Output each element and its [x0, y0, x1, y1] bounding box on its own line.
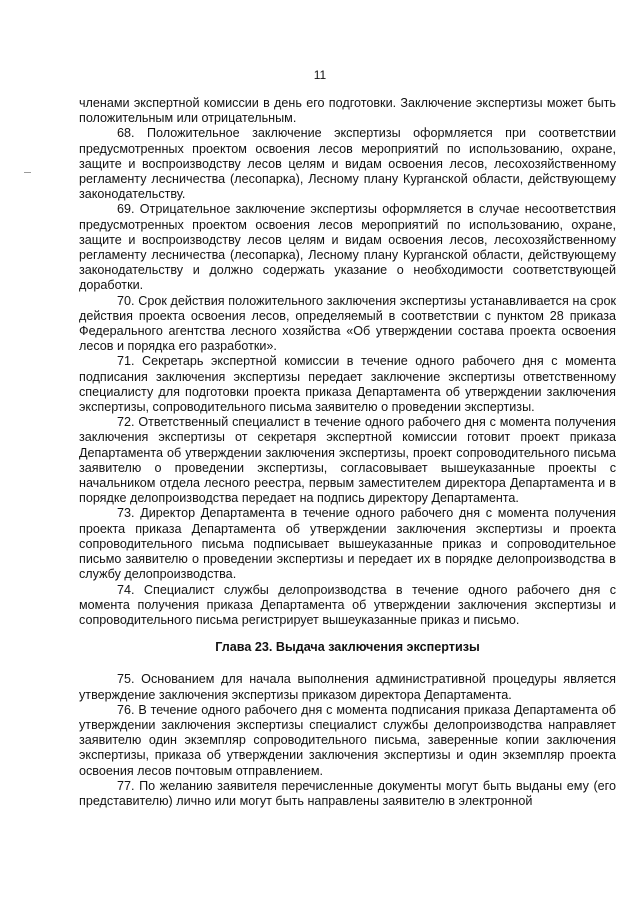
chapter-heading: Глава 23. Выдача заключения экспертизы — [215, 640, 480, 655]
paragraph-68: 68. Положительное заключение экспертизы оформляется при соответствии предусмотренных проектом освоения лесов мероприятий по использованию, охране, защите и воспроизводству лесов целям и видам освоения лесов, лесохозяйственному регламенту лесничества (лесопарка), Лесному плану Курганской области, действующему законодательству. — [79, 126, 616, 202]
paragraphs-after-heading — [79, 672, 616, 809]
paragraph-74: 74. Специалист службы делопроизводства в течение одного рабочего дня с момента получения приказа Департамента об утверждении заключения экспертизы и сопроводительного письма регистрирует вышеуказанные приказ и письмо. — [79, 582, 616, 627]
paragraph-71: 71. Секретарь экспертной комиссии в течение одного рабочего дня с момента подписания заключения экспертизы передает заключение экспертизы ответственному специалисту для подготовки проекта приказа Департамента об утверждении заключения экспертизы, сопроводительного письма заявителю о проведении экспертизы. — [79, 354, 616, 415]
paragraph-76: 76. В течение одного рабочего дня с момента подписания приказа Департамента об утверждении заключения экспертизы специалист службы делопроизводства направляет заявителю один экземпляр сопроводительного письма, заверенные копии заключения экспертизы, приказа об утверждении заключения экспертизы и один экземпляр проекта освоения лесов почтовым отправлением. — [79, 702, 616, 778]
paragraph-77: 77. По желанию заявителя перечисленные документы могут быть выданы ему (его представителю) лично или могут быть направлены заявителю в электронной — [79, 778, 616, 808]
paragraphs-before-heading — [79, 96, 616, 628]
paragraph-70: 70. Срок действия положительного заключения экспертизы устанавливается на срок действия проекта освоения лесов, определяемый в соответствии с пунктом 28 приказа Федерального агентства лесного хозяйства «Об утверждении состава проекта освоения лесов и порядка его разработки». — [79, 293, 616, 354]
paragraph-72: 72. Ответственный специалист в течение одного рабочего дня с момента получения заключения экспертизы от секретаря экспертной комиссии готовит проект приказа Департамента об утверждении заключения экспертизы, проект сопроводительного письма заявителю о проведении экспертизы, согласовывает вышеуказанные проекты с начальником отдела лесного реестра, первым заместителем директора Департамента и в порядке делопроизводства передает на подпись директору Департамента. — [79, 415, 616, 506]
document-body — [79, 96, 616, 809]
paragraph-75: 75. Основанием для начала выполнения административной процедуры является утверждение заключения экспертизы приказом директора Департамента. — [79, 672, 616, 702]
paragraph-69: 69. Отрицательное заключение экспертизы оформляется в случае несоответствия предусмотренных проектом освоения лесов мероприятий по использованию, охране, защите и воспроизводству лесов целям и видам освоения лесов, лесохозяйственному регламенту лесничества (лесопарка), Лесному плану Курганской области, действующему законодательству и должно содержать указание о необходимости соответствующей доработки. — [79, 202, 616, 293]
page-number: 11 — [313, 68, 327, 82]
paragraph: членами экспертной комиссии в день его подготовки. Заключение экспертизы может быть положительным или отрицательным. — [79, 96, 616, 126]
paragraph-73: 73. Директор Департамента в течение одного рабочего дня с момента получения проекта приказа Департамента об утверждении заключения экспертизы и проекта сопроводительного письма подписывает вышеуказанные приказ и сопроводительное письмо заявителю о проведении экспертизы и передает их в порядке делопроизводства в службу делопроизводства. — [79, 506, 616, 582]
margin-mark — [24, 172, 31, 173]
